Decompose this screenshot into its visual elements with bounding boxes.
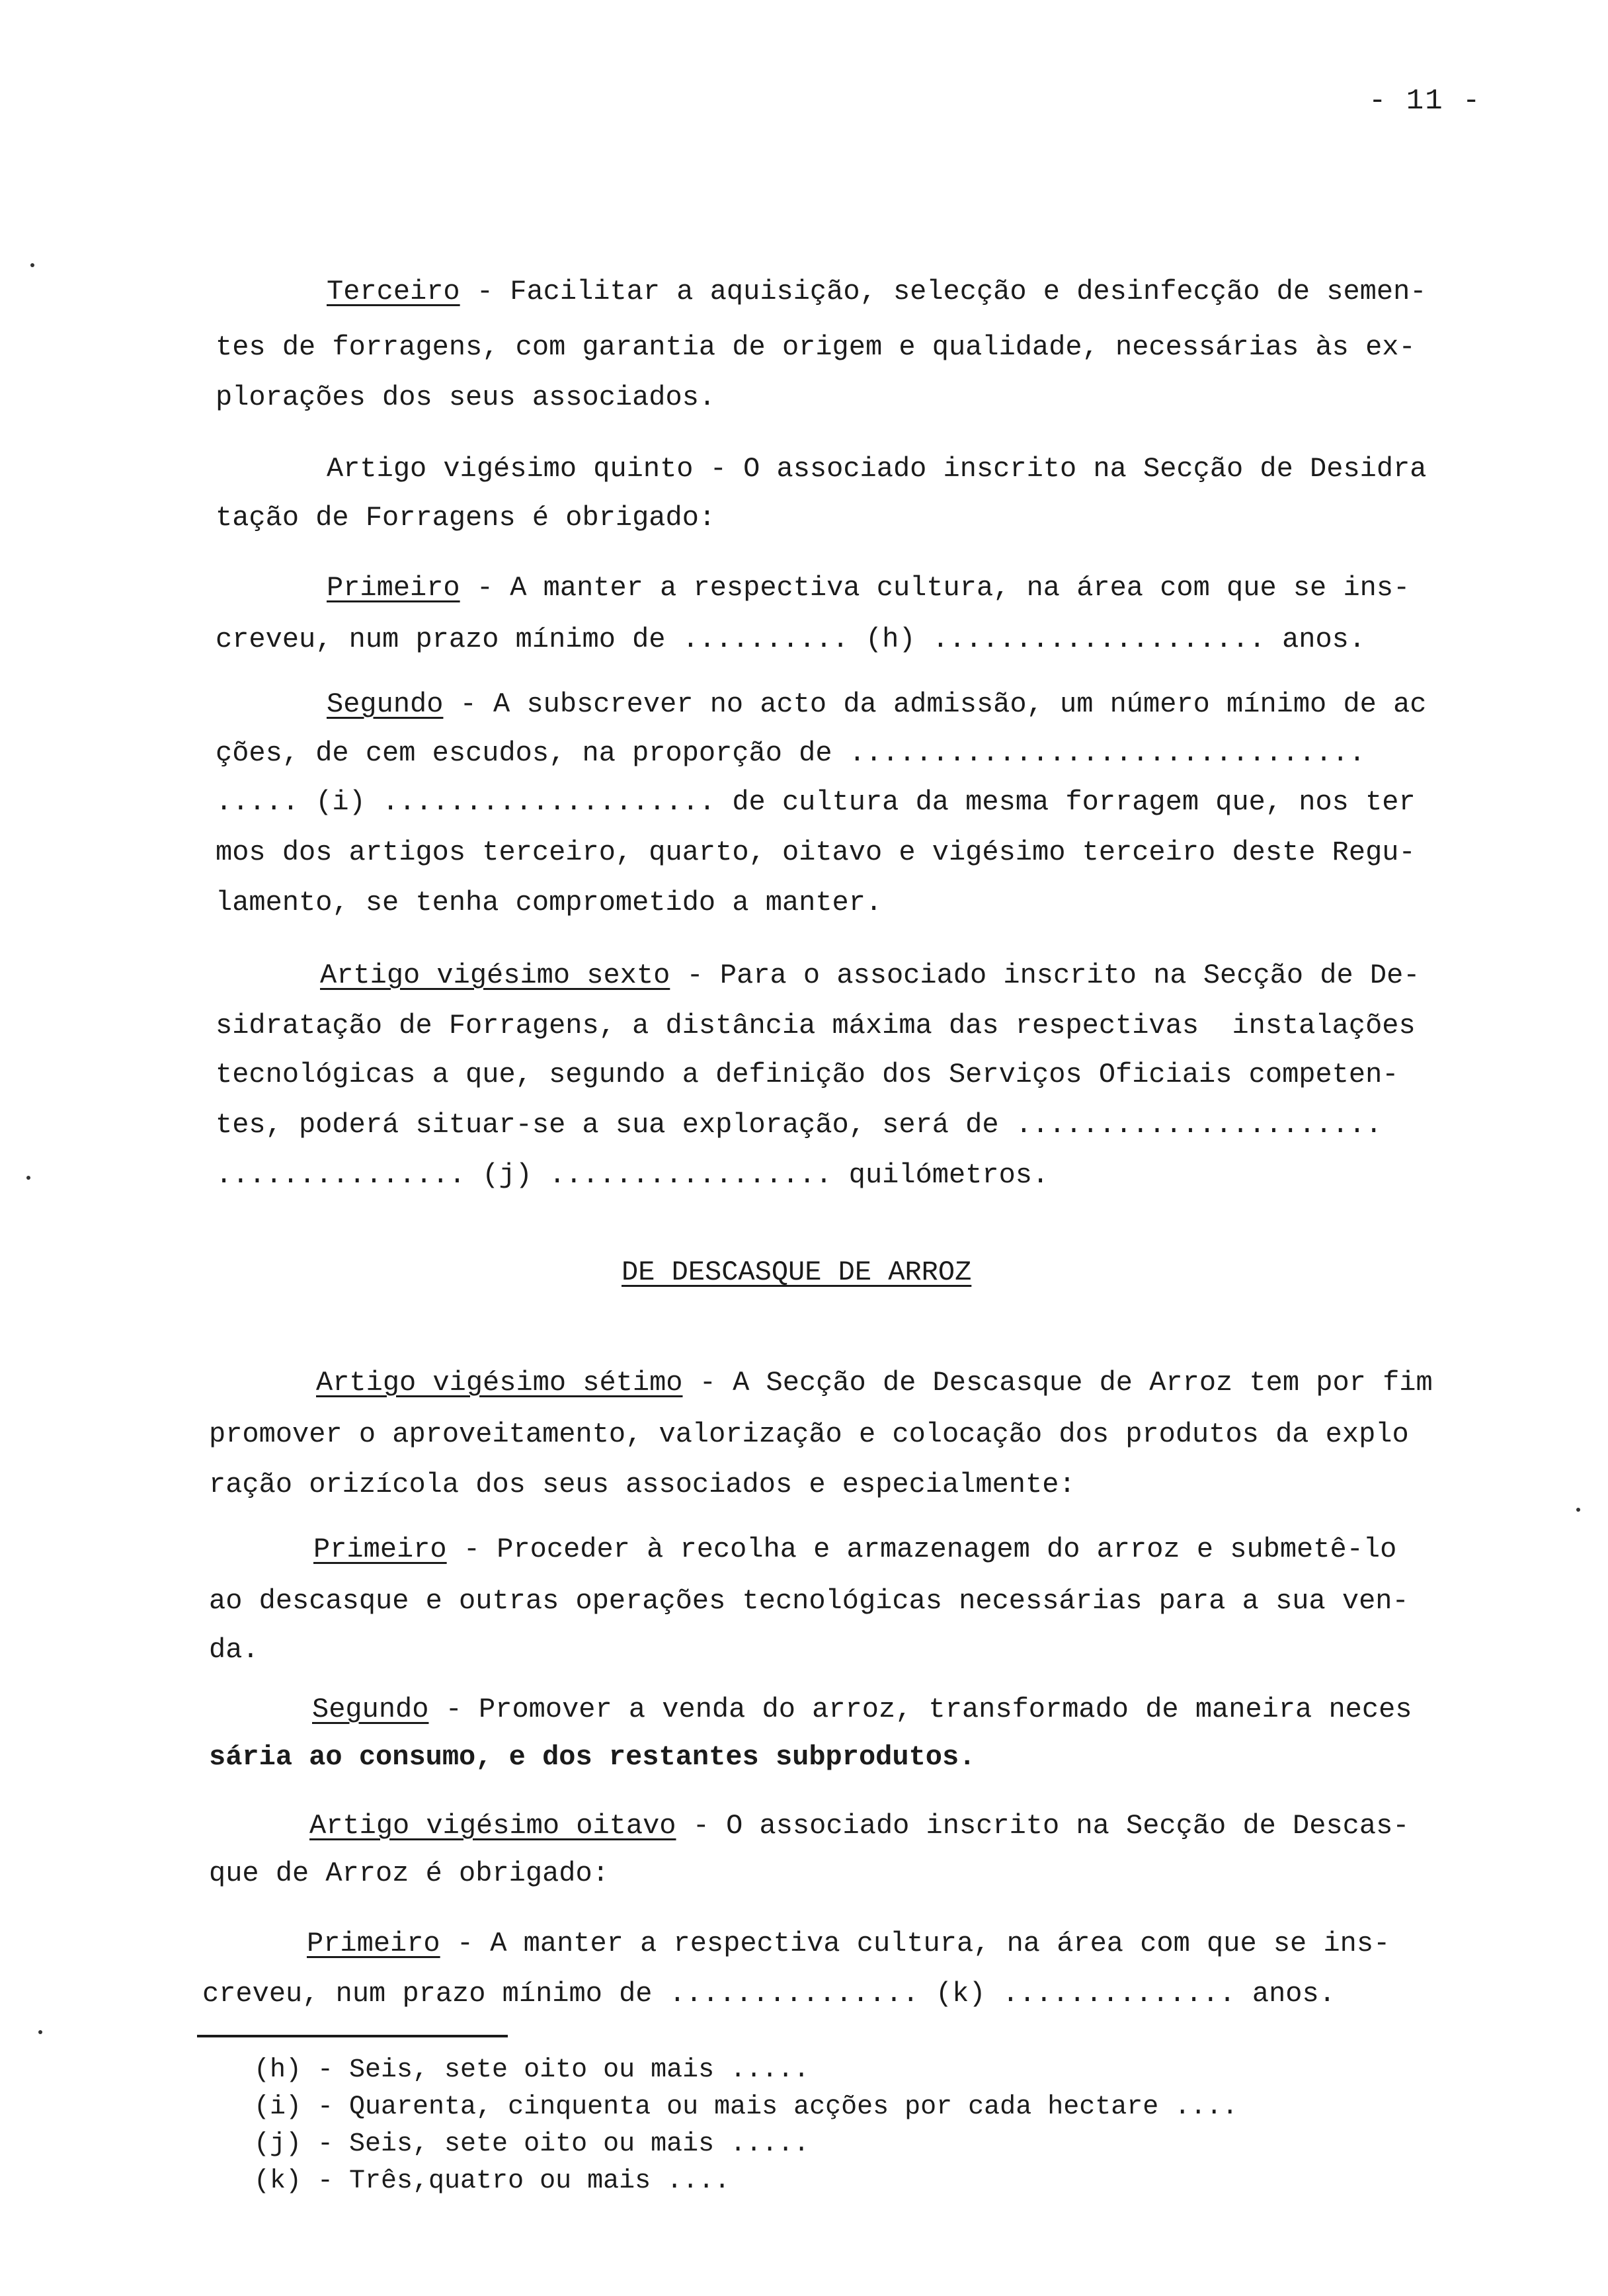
item-lead: Artigo vigésimo sexto: [320, 960, 670, 991]
scan-speck: [26, 1176, 30, 1180]
line-text: - Promover a venda do arroz, transformado de maneira neces: [428, 1694, 1412, 1725]
footnote: (j) - Seis, sete oito ou mais .....: [254, 2129, 810, 2159]
paragraph-line: ..... (i) .................... de cultura da mesma forragem que, nos ter: [216, 786, 1416, 818]
item-lead: Segundo: [327, 688, 444, 720]
paragraph-line: sária ao consumo, e dos restantes subprodutos.: [209, 1741, 976, 1773]
paragraph-line: [327, 275, 1426, 308]
line-text: - Para o associado inscrito na Secção de De-: [670, 960, 1420, 991]
paragraph-line: sidratação de Forragens, a distância máxima das respectivas instalações: [216, 1010, 1416, 1042]
item-lead: Terceiro: [327, 276, 460, 308]
paragraph-line: [312, 1693, 1412, 1726]
paragraph-line: tação de Forragens é obrigado:: [216, 502, 716, 534]
item-lead: Artigo vigésimo sétimo: [316, 1367, 683, 1399]
paragraph-line: ções, de cem escudos, na proporção de ...............................: [216, 737, 1366, 769]
line-text: - Facilitar a aquisição, selecção e desinfecção de semen-: [460, 276, 1427, 308]
paragraph-line: [316, 1366, 1433, 1399]
item-lead: Artigo vigésimo oitavo: [309, 1810, 676, 1842]
scan-speck: [30, 263, 34, 267]
paragraph-line: da.: [209, 1634, 259, 1666]
paragraph-line: creveu, num prazo mínimo de .......... (h) .................... anos.: [216, 624, 1366, 655]
paragraph-line: mos dos artigos terceiro, quarto, oitavo e vigésimo terceiro deste Regu-: [216, 837, 1416, 868]
paragraph-line: ............... (j) ................. quilómetros.: [216, 1159, 1049, 1191]
paragraph-line: [327, 571, 1410, 604]
scan-speck: [1576, 1508, 1580, 1512]
paragraph-line: tes, poderá situar-se a sua exploração, será de ......................: [216, 1109, 1383, 1141]
footnote: (k) - Três,quatro ou mais ....: [254, 2166, 731, 2196]
paragraph-line: promover o aproveitamento, valorização e colocação dos produtos da explo: [209, 1418, 1409, 1450]
line-text: - A subscrever no acto da admissão, um número mínimo de ac: [443, 688, 1427, 720]
paragraph-line: que de Arroz é obrigado:: [209, 1858, 609, 1889]
paragraph-line: plorações dos seus associados.: [216, 382, 716, 413]
paragraph-line: [309, 1809, 1409, 1842]
footnote: (h) - Seis, sete oito ou mais .....: [254, 2055, 810, 2085]
paragraph-line: lamento, se tenha comprometido a manter.: [216, 887, 883, 919]
footnote-separator: [197, 2035, 508, 2037]
paragraph-line: creveu, num prazo mínimo de ............... (k) .............. anos.: [202, 1978, 1336, 2010]
line-text: - O associado inscrito na Secção de Descas-: [676, 1810, 1410, 1842]
item-lead: Segundo: [312, 1694, 429, 1725]
footnote: (i) - Quarenta, cinquenta ou mais acções por cada hectare ....: [254, 2092, 1238, 2122]
paragraph-line: tes de forragens, com garantia de origem e qualidade, necessárias às ex-: [216, 331, 1416, 363]
paragraph-line: [327, 688, 1426, 721]
paragraph-line: Artigo vigésimo quinto - O associado inscrito na Secção de Desidra: [327, 453, 1427, 485]
paragraph-line: [307, 1927, 1390, 1960]
paragraph-line: ao descasque e outras operações tecnológicas necessárias para a sua ven-: [209, 1585, 1409, 1617]
paragraph-line: [320, 959, 1420, 992]
item-lead: Primeiro: [313, 1534, 447, 1565]
paragraph-line: tecnológicas a que, segundo a definição dos Serviços Oficiais competen-: [216, 1059, 1399, 1090]
item-lead: Primeiro: [307, 1928, 440, 1959]
page-number: - 11 -: [1369, 85, 1482, 118]
scan-speck: [38, 2030, 42, 2034]
paragraph-line: ração orizícola dos seus associados e especialmente:: [209, 1469, 1076, 1500]
line-text: - Proceder à recolha e armazenagem do arroz e submetê-lo: [446, 1534, 1397, 1565]
line-text: - A manter a respectiva cultura, na área com que se ins-: [460, 572, 1410, 604]
paragraph-line: [313, 1533, 1396, 1566]
section-heading: DE DESCASQUE DE ARROZ: [622, 1256, 972, 1288]
item-lead: Primeiro: [327, 572, 460, 604]
line-text: - A Secção de Descasque de Arroz tem por fim: [682, 1367, 1433, 1399]
line-text: - A manter a respectiva cultura, na área com que se ins-: [440, 1928, 1390, 1959]
